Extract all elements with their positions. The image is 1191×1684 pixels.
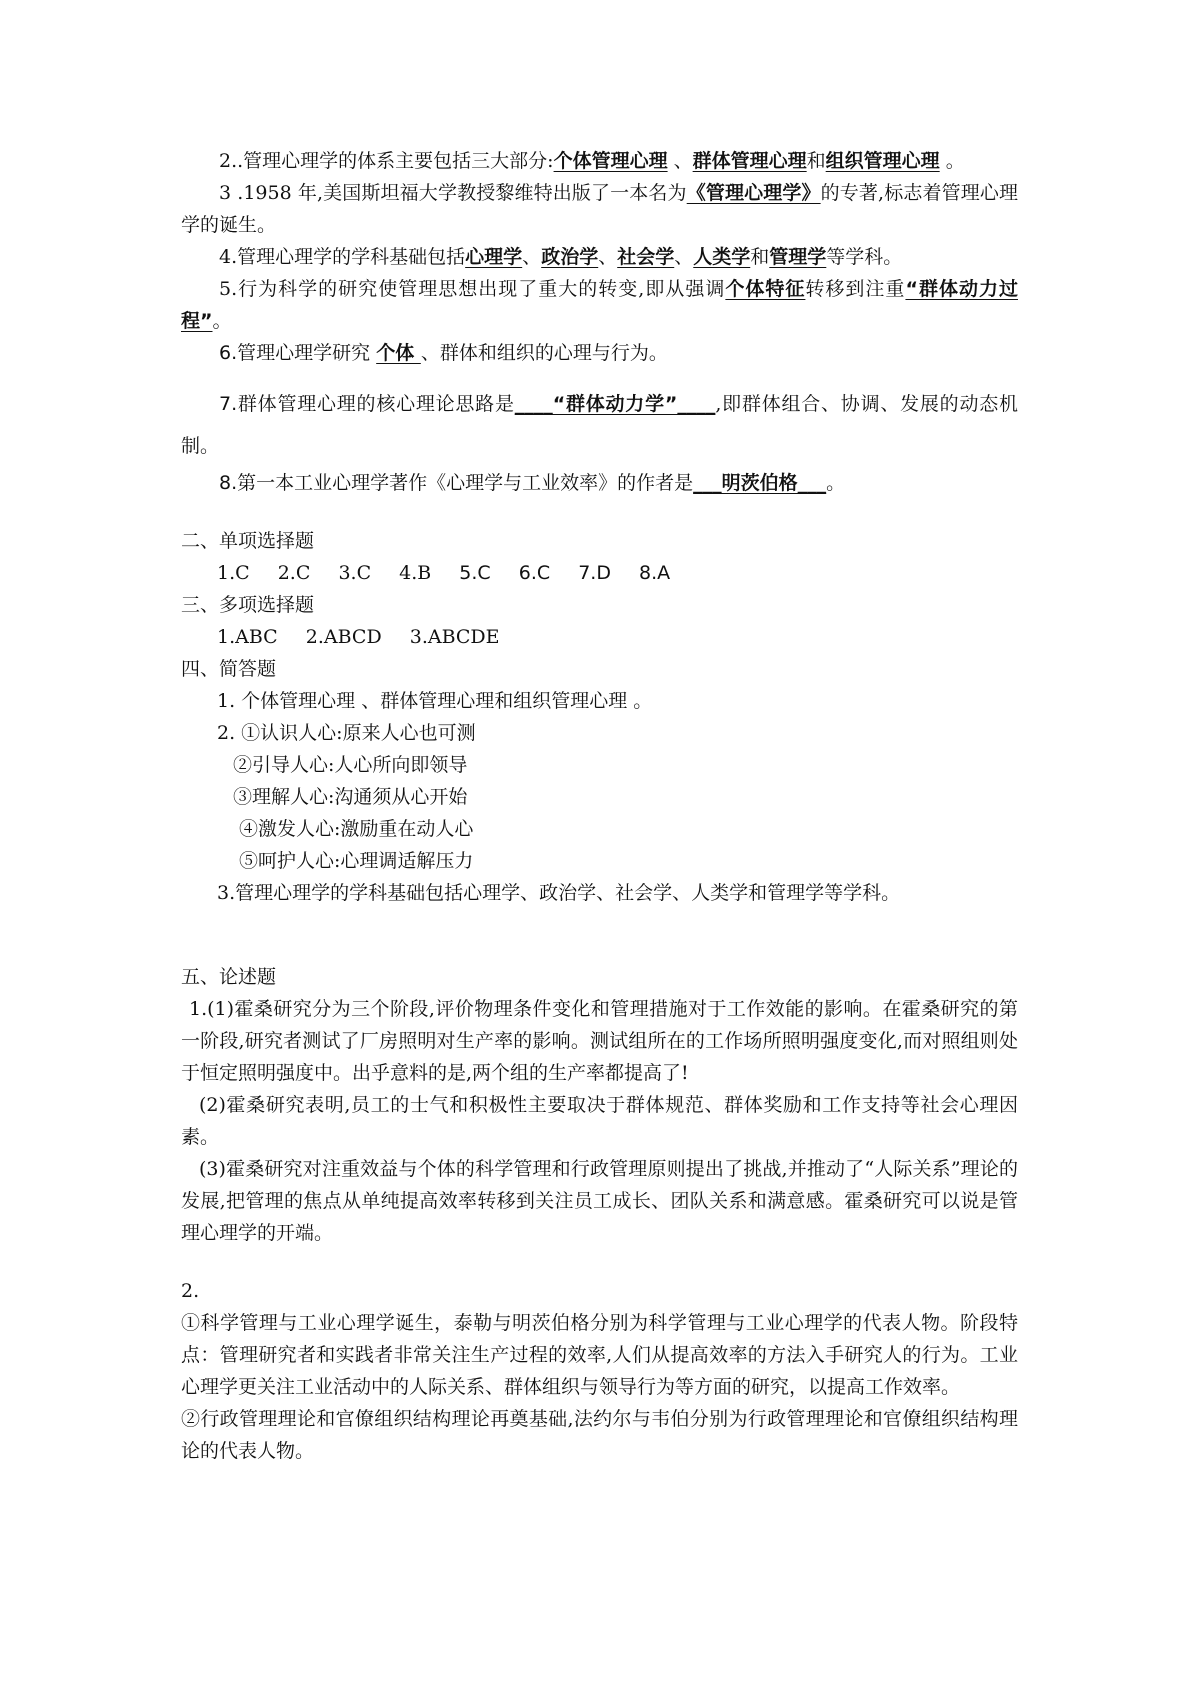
- question-text: 转移到注重: [805, 278, 906, 300]
- question-number: 4.: [219, 246, 238, 268]
- essay-1-part-1: 1.(1)霍桑研究分为三个阶段,评价物理条件变化和管理措施对于工作效能的影响。在霍桑研究的第一阶段,研究者测试了厂房照明对生产率的影响。测试组所在的工作场所照明强度变化,而对照组则处于恒定照明强度中。出乎意料的是,两个组的生产率都提高了!: [181, 998, 1018, 1084]
- answer-blank: 个体: [376, 342, 421, 364]
- question-number: 5.: [219, 278, 238, 300]
- answer-item: 1.ABC: [217, 626, 278, 648]
- separator: 和: [750, 246, 770, 268]
- question-text: 等学科。: [826, 246, 903, 268]
- answer-blank: 政治学: [541, 246, 599, 268]
- question-text: 管理心理学研究: [237, 342, 377, 364]
- answer-item: 3.C: [338, 562, 372, 584]
- answer-blank: 管理学: [769, 246, 827, 268]
- answer-blank: 心理学: [465, 246, 523, 268]
- punctuation: 。: [826, 472, 846, 494]
- essay-2-part-1: ①科学管理与工业心理学诞生，泰勒与明茨伯格分别为科学管理与工业心理学的代表人物。阶段特点：管理研究者和实践者非常关注生产过程的效率,人们从提高效率的方法入手研究人的行为。工业心理学更关注工业活动中的人际关系、群体组织与领导行为等方面的研究，以提高工作效率。: [181, 1312, 1018, 1398]
- section-heading-essay: 五、论述题: [181, 966, 277, 988]
- punctuation: 。: [939, 150, 965, 172]
- question-text: 第一本工业心理学著作《心理学与工业效率》的作者是: [237, 472, 694, 494]
- answer-blank: “群体动力过程”: [181, 278, 1018, 332]
- fill-question-5: [181, 273, 1018, 337]
- single-choice-answers: [181, 557, 1018, 589]
- separator: 、: [667, 150, 693, 172]
- question-text: 的专著,标志着管理心理学的诞生。: [181, 182, 1018, 236]
- answer-blank: 个体管理心理: [553, 150, 668, 172]
- question-text: 1958 年,美国斯坦福大学教授黎维特出版了一本名为: [243, 182, 687, 204]
- question-number: 2..: [219, 150, 244, 172]
- separator: 、: [598, 246, 618, 268]
- short-answer-3: 3.管理心理学的学科基础包括心理学、政治学、社会学、人类学和管理学等学科。: [217, 882, 901, 904]
- answer-blank: ___明茨伯格___: [693, 472, 827, 494]
- short-answer-1: 1. 个体管理心理 、群体管理心理和组织管理心理 。: [217, 690, 653, 712]
- punctuation: 。: [212, 310, 232, 332]
- fill-question-4: [181, 241, 1018, 273]
- short-answer-2-item: ⑤呵护人心:心理调适解压力: [239, 850, 474, 872]
- answer-item: 1.C: [217, 562, 250, 584]
- answer-item: 5.C: [459, 562, 491, 584]
- short-answer-2-item: ④激发人心:激励重在动人心: [239, 818, 474, 840]
- question-text: 管理心理学的体系主要包括三大部分:: [243, 150, 554, 172]
- fill-question-3: [181, 177, 1018, 241]
- answer-item: 2.C: [277, 562, 311, 584]
- question-number: 8.: [219, 472, 238, 494]
- question-number: 6.: [219, 342, 238, 364]
- answer-blank: 群体管理心理: [692, 150, 807, 172]
- answer-item: 6.C: [518, 562, 551, 584]
- question-text: 群体管理心理的核心理论思路是: [237, 393, 515, 415]
- answer-blank: 《管理心理学》: [686, 182, 821, 204]
- essay-1-part-3: (3)霍桑研究对注重效益与个体的科学管理和行政管理原则提出了挑战,并推动了“人际关系”理论的发展,把管理的焦点从单纯提高效率转移到关注员工成长、团队关系和满意感。霍桑研究可以说是管理心理学的开端。: [181, 1158, 1018, 1244]
- answer-item: 2.ABCD: [305, 626, 382, 648]
- essay-2-part-2: ②行政管理理论和官僚组织结构理论再奠基础,法约尔与韦伯分别为行政管理理论和官僚组织结构理论的代表人物。: [181, 1408, 1018, 1462]
- fill-question-6: [181, 337, 1018, 369]
- short-answer-2-item: ②引导人心:人心所向即领导: [233, 754, 468, 776]
- fill-question-2: [181, 145, 1018, 177]
- spacer: [181, 369, 1018, 383]
- short-answer-2-item: ③理解人心:沟通须从心开始: [233, 786, 468, 808]
- answer-item: 3.ABCDE: [409, 626, 500, 648]
- answer-item: 8.A: [639, 562, 671, 584]
- spacer: [181, 499, 1018, 525]
- answer-item: 7.D: [578, 562, 611, 584]
- answer-blank: 社会学: [617, 246, 675, 268]
- section-heading-multi-choice: 三、多项选择题: [181, 594, 315, 616]
- short-answer-2: 2. ①认识人心:原来人心也可测: [217, 722, 476, 744]
- fill-question-8: [181, 467, 1018, 499]
- question-text: ,即群体组合、协调、发展的动态机制。: [181, 393, 1018, 457]
- question-text: 、群体和组织的心理与行为。: [420, 342, 668, 364]
- question-text: 行为科学的研究使管理思想出现了重大的转变,即从强调: [237, 278, 726, 300]
- spacer: [181, 1249, 1018, 1275]
- question-number: 3 .: [219, 182, 244, 204]
- section-heading-short-answer: 四、简答题: [181, 658, 277, 680]
- answer-item: 4.B: [399, 562, 432, 584]
- answer-blank: 人类学: [693, 246, 751, 268]
- answer-blank: 个体特征: [725, 278, 806, 300]
- essay-1-part-2: (2)霍桑研究表明,员工的士气和积极性主要取决于群体规范、群体奖励和工作支持等社会心理因素。: [181, 1094, 1018, 1148]
- separator: 、: [674, 246, 694, 268]
- fill-question-7: [181, 383, 1018, 467]
- answer-blank: 组织管理心理: [825, 150, 940, 172]
- essay-2-number: 2.: [181, 1280, 200, 1302]
- separator: 和: [806, 150, 826, 172]
- answer-blank: ____“群体动力学”____: [514, 393, 716, 415]
- question-text: 管理心理学的学科基础包括: [237, 246, 466, 268]
- document-page: [181, 145, 1018, 1467]
- spacer: [181, 909, 1018, 961]
- question-number: 7.: [219, 393, 238, 415]
- section-heading-single-choice: 二、单项选择题: [181, 530, 315, 552]
- multi-choice-answers: [181, 621, 1018, 653]
- separator: 、: [522, 246, 542, 268]
